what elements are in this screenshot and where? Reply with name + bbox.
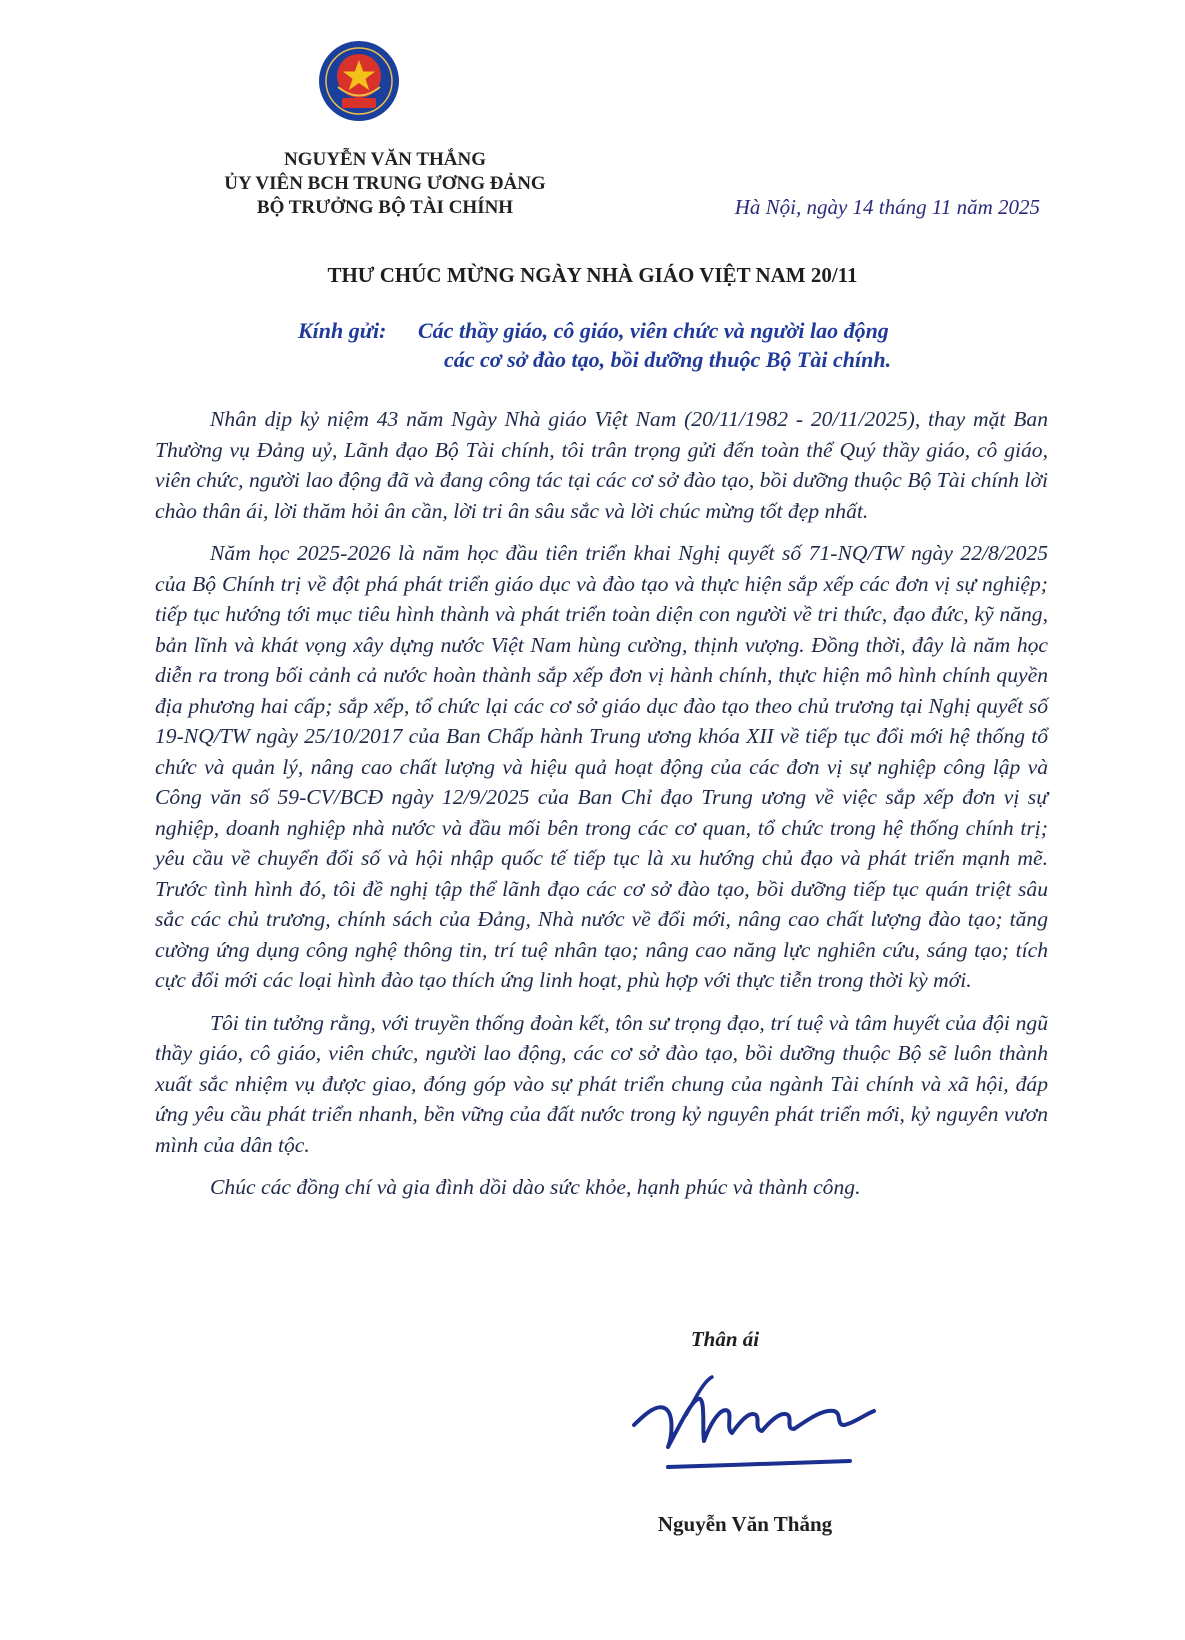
- closing-greeting: Thân ái: [690, 1327, 760, 1351]
- letter-body: [155, 404, 1048, 1215]
- author-position-party: ỦY VIÊN BCH TRUNG ƯƠNG ĐẢNG: [224, 173, 546, 194]
- date-line: Hà Nội, ngày 14 tháng 11 năm 2025: [734, 195, 1040, 219]
- body-paragraph-2: Năm học 2025-2026 là năm học đầu tiên triển khai Nghị quyết số 71-NQ/TW ngày 22/8/2025 của Bộ Chính trị về đột phá phát triển giáo dục và đào tạo và thực hiện sắp xếp các đơn vị sự nghiệp; tiếp tục hướng tới mục tiêu hình thành và phát triển toàn diện con người về tri thức, đạo đức, kỹ năng, bản lĩnh và khát vọng xây dựng nước Việt Nam hùng cường, thịnh vượng. Đồng thời, đây là năm học diễn ra trong bối cảnh cả nước hoàn thành sắp xếp đơn vị hành chính, thực hiện mô hình chính quyền địa phương hai cấp; sắp xếp, tổ chức lại các cơ sở giáo dục đào tạo theo chủ trương tại Nghị quyết số 19-NQ/TW ngày 25/10/2017 của Ban Chấp hành Trung ương khóa XII về tiếp tục đổi mới hệ thống tổ chức và quản lý, nâng cao chất lượng và hiệu quả hoạt động của các đơn vị sự nghiệp công lập và Công văn số 59-CV/BCĐ ngày 12/9/2025 của Ban Chỉ đạo Trung ương về việc sắp xếp đơn vị sự nghiệp, doanh nghiệp nhà nước và đầu mối bên trong các cơ quan, tổ chức trong hệ thống chính trị; yêu cầu về chuyển đổi số và hội nhập quốc tế tiếp tục là xu hướng chủ đạo và phát triển mạnh mẽ. Trước tình hình đó, tôi đề nghị tập thể lãnh đạo các cơ sở đào tạo, bồi dưỡng tiếp tục quán triệt sâu sắc các chủ trương, chính sách của Đảng, Nhà nước về đổi mới, nâng cao chất lượng đào tạo; tăng cường ứng dụng công nghệ thông tin, trí tuệ nhân tạo; nâng cao năng lực nghiên cứu, sáng tạo; tích cực đổi mới các loại hình đào tạo thích ứng linh hoạt, phù hợp với thực tiễn trong thời kỳ mới.: [155, 541, 1048, 992]
- signer-name: Nguyễn Văn Thắng: [657, 1512, 833, 1536]
- recipient-line-1: Các thầy giáo, cô giáo, viên chức và người lao động: [418, 318, 889, 343]
- body-paragraph-1: Nhân dịp kỷ niệm 43 năm Ngày Nhà giáo Việt Nam (20/11/1982 - 20/11/2025), thay mặt Ban Thường vụ Đảng uỷ, Lãnh đạo Bộ Tài chính, tôi trân trọng gửi đến toàn thể Quý thầy giáo, cô giáo, viên chức, người lao động đã và đang công tác tại các cơ sở đào tạo, bồi dưỡng thuộc Bộ Tài chính lời chào thân ái, lời thăm hỏi ân cần, lời tri ân sâu sắc và lời chúc mừng tốt đẹp nhất.: [155, 407, 1048, 523]
- handwritten-signature-icon: [628, 1367, 888, 1487]
- recipient-label: Kính gửi:: [298, 318, 387, 343]
- letter-title: THƯ CHÚC MỪNG NGÀY NHÀ GIÁO VIỆT NAM 20/11: [327, 263, 858, 287]
- recipient-block: [298, 316, 1058, 374]
- author-name: NGUYỄN VĂN THẮNG: [284, 149, 486, 170]
- ministry-emblem-icon: [318, 40, 400, 122]
- author-block: [160, 148, 610, 220]
- body-paragraph-4: Chúc các đồng chí và gia đình dồi dào sức khỏe, hạnh phúc và thành công.: [210, 1175, 861, 1199]
- author-position-minister: BỘ TRƯỞNG BỘ TÀI CHÍNH: [256, 197, 514, 218]
- recipient-line-2: các cơ sở đào tạo, bồi dưỡng thuộc Bộ Tài chính.: [444, 347, 892, 372]
- body-paragraph-3: Tôi tin tưởng rằng, với truyền thống đoàn kết, tôn sư trọng đạo, trí tuệ và tâm huyết của đội ngũ thầy giáo, cô giáo, viên chức, người lao động, các cơ sở đào tạo, bồi dưỡng thuộc Bộ sẽ luôn thành xuất sắc nhiệm vụ được giao, đóng góp vào sự phát triển chung của ngành Tài chính và xã hội, đáp ứng yêu cầu phát triển nhanh, bền vững của đất nước trong kỷ nguyên phát triển mới, kỷ nguyên vươn mình của dân tộc.: [155, 1010, 1048, 1157]
